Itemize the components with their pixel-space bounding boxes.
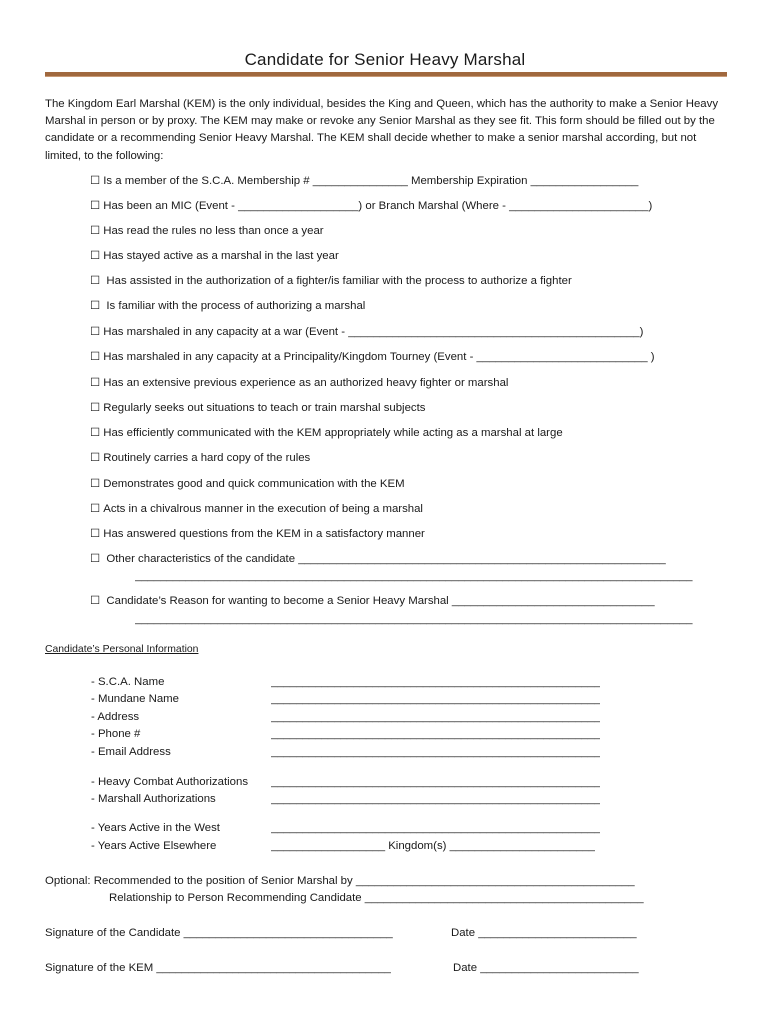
field-label-heavy-combat-authorizations: - Heavy Combat Authorizations [91, 776, 249, 788]
checklist-item-label: Has marshaled in any capacity at a war (Event - ______________________________________________) [103, 326, 644, 338]
checkbox-icon[interactable]: ☐ [90, 326, 101, 338]
checkbox-icon[interactable]: ☐ [90, 427, 101, 439]
checklist-item-label: Has stayed active as a marshal in the last year [103, 250, 339, 262]
checklist-item-label: Has answered questions from the KEM in a satisfactory manner [103, 528, 425, 540]
checkbox-icon[interactable]: ☐ [90, 528, 101, 540]
checkbox-icon[interactable]: ☐ [90, 553, 101, 565]
checkbox-icon[interactable]: ☐ [90, 175, 101, 187]
marshall-authorizations-field[interactable]: ____________________________________________________ [271, 793, 601, 805]
checklist-item[interactable] [90, 224, 726, 238]
field-label-phone: - Phone # [91, 728, 141, 740]
checklist-item-label: Other characteristics of the candidate __________________________________________________________ [103, 553, 666, 565]
candidate-signature-line[interactable]: Signature of the Candidate _________________________________ [45, 927, 393, 939]
checklist-item[interactable] [90, 594, 726, 608]
personal-info-heading: Candidate’s Personal Information [45, 644, 199, 655]
checklist-item-label: Is familiar with the process of authorizing a marshal [103, 300, 366, 312]
field-label-years-active-west: - Years Active in the West [91, 822, 220, 834]
checkbox-icon[interactable]: ☐ [90, 250, 101, 262]
relationship-line[interactable]: Relationship to Person Recommending Candidate ____________________________________________ [109, 892, 644, 904]
field-label-mundane-name: - Mundane Name [91, 693, 180, 705]
checkbox-icon[interactable]: ☐ [90, 452, 101, 464]
checkbox-icon[interactable]: ☐ [90, 503, 101, 515]
checklist-item-label: Demonstrates good and quick communication with the KEM [103, 478, 405, 490]
field-label-email: - Email Address [91, 746, 171, 758]
years-active-elsewhere-field[interactable]: __________________ Kingdom(s) _______________________ [271, 840, 596, 852]
checkbox-icon[interactable]: ☐ [90, 402, 101, 414]
email-field[interactable]: ____________________________________________________ [271, 746, 601, 758]
form-title: Candidate for Senior Heavy Marshal [244, 50, 526, 69]
checklist-item-label: Routinely carries a hard copy of the rules [103, 452, 311, 464]
checklist-item-label: Is a member of the S.C.A. Membership # _______________ Membership Expiration _________________ [103, 175, 639, 187]
checklist-item-label: Has assisted in the authorization of a fighter/is familiar with the process to authorize a fighter [103, 275, 572, 287]
checklist-item[interactable] [90, 502, 726, 516]
kem-date-line[interactable]: Date _________________________ [453, 962, 639, 974]
phone-field[interactable]: ____________________________________________________ [271, 728, 601, 740]
checklist-item[interactable] [90, 552, 726, 566]
field-label-address: - Address [91, 711, 140, 723]
other-characteristics-continuation-line[interactable]: ________________________________________________________________________________________ [135, 570, 693, 582]
heavy-combat-authorizations-field[interactable]: ____________________________________________________ [271, 776, 601, 788]
intro-paragraph: The Kingdom Earl Marshal (KEM) is the only individual, besides the King and Queen, which has the authority to make a Senior Heavy Marshal in person or by proxy. The KEM may make or revoke any Senior Marshal as they see fit. This form should be filled out by the candidate or a recommending Senior Heavy Marshal. The KEM shall decide whether to make a senior marshal according, but not limited, to the following: [45, 98, 719, 162]
candidate-date-line[interactable]: Date _________________________ [451, 927, 637, 939]
checkbox-icon[interactable]: ☐ [90, 595, 101, 607]
checklist-item[interactable] [90, 451, 726, 465]
checklist-item-label: Has read the rules no less than once a year [103, 225, 324, 237]
checklist-item-label: Acts in a chivalrous manner in the execution of being a marshal [103, 503, 423, 515]
address-field[interactable]: ____________________________________________________ [271, 711, 601, 723]
checklist-item[interactable] [90, 426, 726, 440]
checklist-item[interactable] [90, 376, 726, 390]
checklist-item[interactable] [90, 477, 726, 491]
kem-signature-line[interactable]: Signature of the KEM _____________________________________ [45, 962, 391, 974]
checklist-item-label: Has an extensive previous experience as an authorized heavy fighter or marshal [103, 377, 509, 389]
checklist-item-label: Has marshaled in any capacity at a Principality/Kingdom Tourney (Event - ___________________________ ) [103, 351, 655, 363]
reason-continuation-line[interactable]: ________________________________________________________________________________________ [135, 613, 693, 625]
checklist-item-label: Has been an MIC (Event - ___________________) or Branch Marshal (Where - ______________________) [103, 200, 653, 212]
sca-name-field[interactable]: ____________________________________________________ [271, 676, 601, 688]
checklist-item-label: Has efficiently communicated with the KEM appropriately while acting as a marshal at large [103, 427, 563, 439]
checkbox-icon[interactable]: ☐ [90, 300, 101, 312]
field-label-marshall-authorizations: - Marshall Authorizations [91, 793, 216, 805]
checklist-item[interactable] [90, 401, 726, 415]
checkbox-icon[interactable]: ☐ [90, 478, 101, 490]
checklist-item[interactable] [90, 199, 726, 213]
mundane-name-field[interactable]: ____________________________________________________ [271, 693, 601, 705]
checklist-item[interactable] [90, 299, 726, 313]
field-label-years-active-elsewhere: - Years Active Elsewhere [91, 840, 217, 852]
checklist-item-label: Candidate’s Reason for wanting to become a Senior Heavy Marshal ________________________________ [103, 595, 655, 607]
field-label-sca-name: - S.C.A. Name [91, 676, 165, 688]
checklist-item-label: Regularly seeks out situations to teach or train marshal subjects [103, 402, 426, 414]
checkbox-icon[interactable]: ☐ [90, 200, 101, 212]
checklist-item[interactable] [90, 249, 726, 263]
checkbox-icon[interactable]: ☐ [90, 225, 101, 237]
checkbox-icon[interactable]: ☐ [90, 377, 101, 389]
checkbox-icon[interactable]: ☐ [90, 351, 101, 363]
years-active-west-field[interactable]: ____________________________________________________ [271, 822, 601, 834]
recommended-by-line[interactable]: Optional: Recommended to the position of Senior Marshal by ____________________________________________ [45, 875, 635, 887]
checklist-item[interactable] [90, 174, 726, 188]
title-divider [45, 72, 727, 77]
checkbox-icon[interactable]: ☐ [90, 275, 101, 287]
checklist-item[interactable] [90, 350, 726, 364]
checklist-item[interactable] [90, 274, 726, 288]
checklist-item[interactable] [90, 325, 726, 339]
checklist-item[interactable] [90, 527, 726, 541]
